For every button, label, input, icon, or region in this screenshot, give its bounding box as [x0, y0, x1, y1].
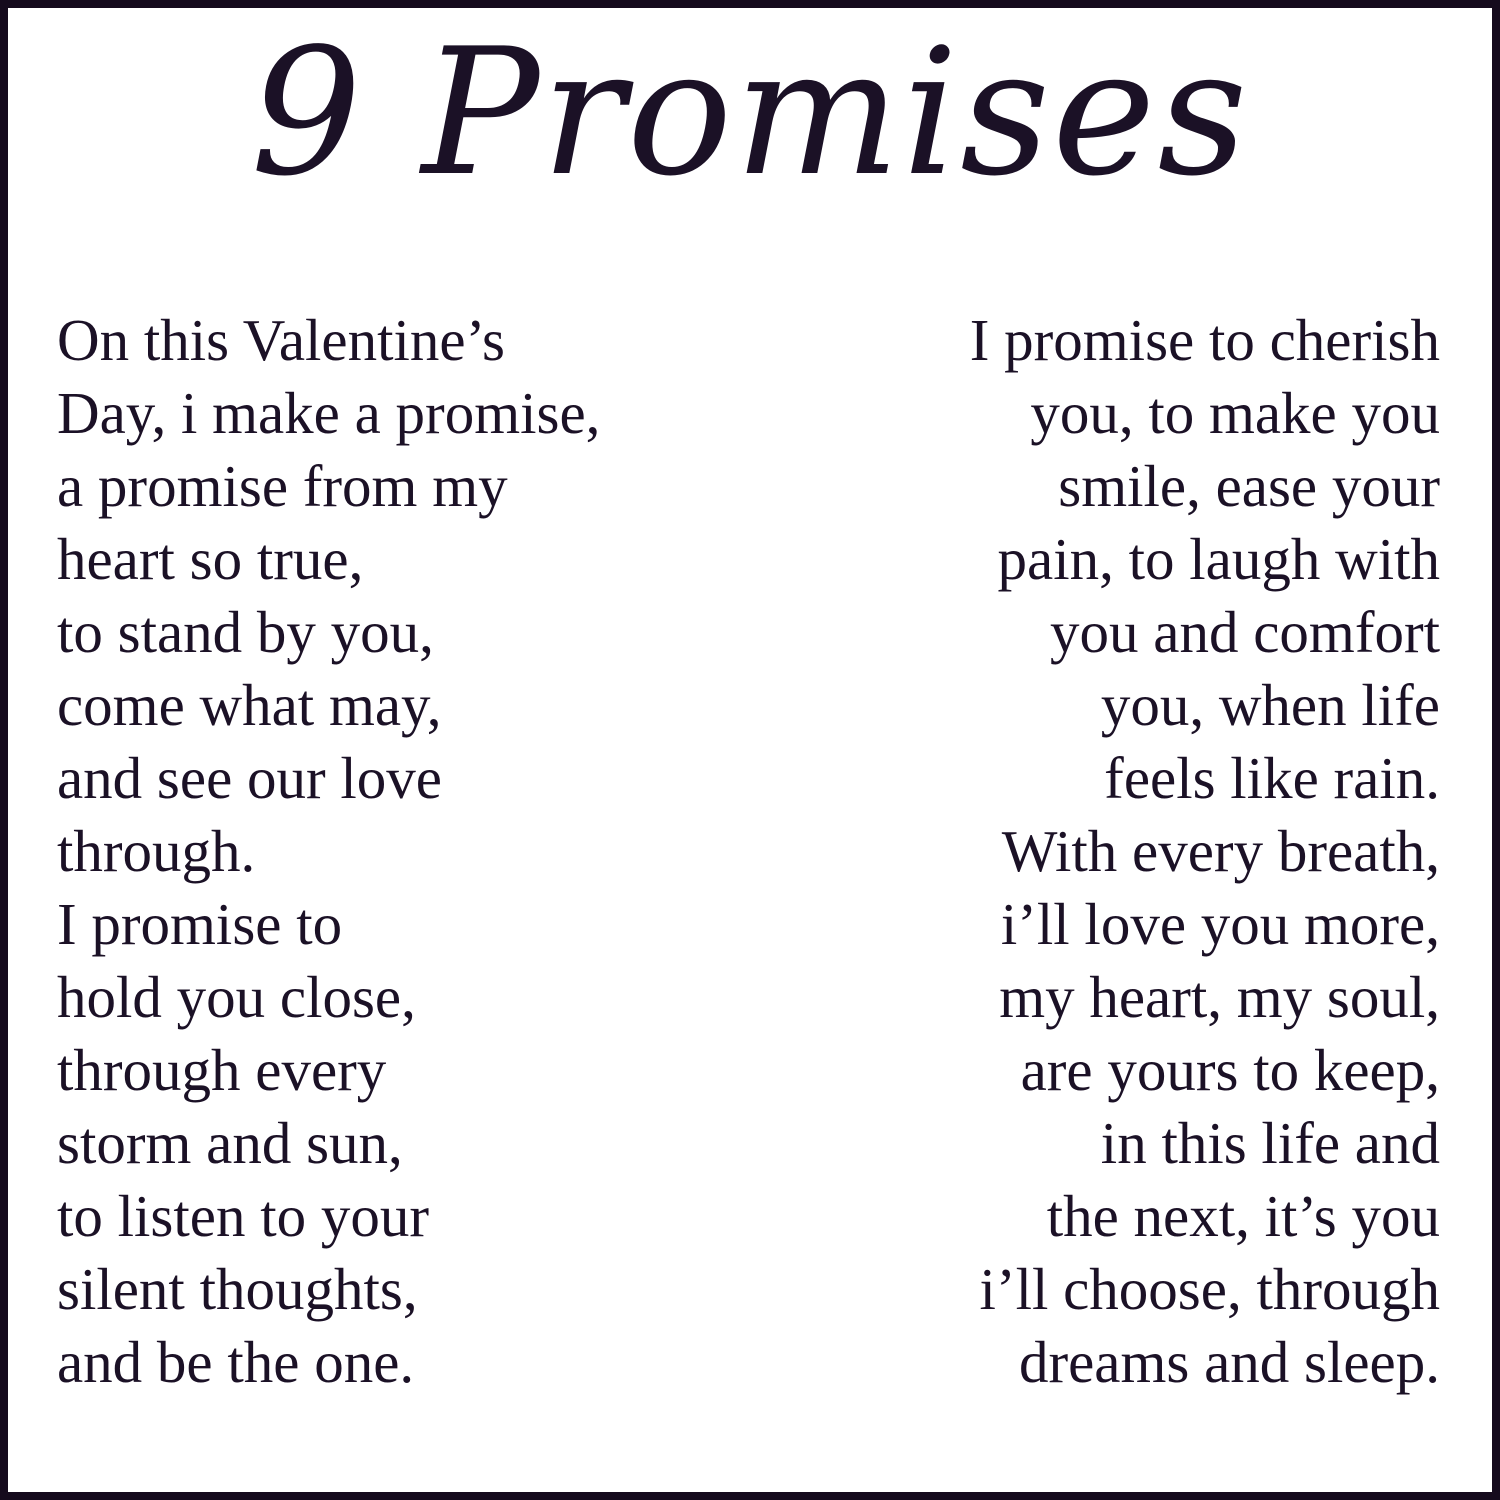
poem-line: With every breath,: [1001, 818, 1440, 884]
poem-line: On this Valentine’s: [57, 307, 505, 373]
poem-line: Day, i make a promise,: [57, 380, 601, 446]
poem-line: to stand by you,: [57, 599, 434, 665]
poem-line: hold you close,: [57, 964, 416, 1030]
poem-line: and be the one.: [57, 1329, 415, 1395]
poem-line: you, when life: [1100, 672, 1440, 738]
poem-column-right: [970, 304, 1440, 1399]
poem-column-left: [57, 304, 600, 1399]
poem-line: my heart, my soul,: [999, 964, 1440, 1030]
poem-line: i’ll choose, through: [979, 1256, 1440, 1322]
poem-line: silent thoughts,: [57, 1256, 418, 1322]
poem-line: you and comfort: [1050, 599, 1440, 665]
poem-line: heart so true,: [57, 526, 364, 592]
poem-line: dreams and sleep.: [1018, 1329, 1440, 1395]
poem-line: through every: [57, 1037, 387, 1103]
poem-line: I promise to: [57, 891, 343, 957]
poem-line: come what may,: [57, 672, 442, 738]
poem-line: i’ll love you more,: [1000, 891, 1440, 957]
poem-line: storm and sun,: [57, 1110, 403, 1176]
poem-title: 9 Promises: [250, 12, 1250, 215]
poem-line: you, to make you: [1030, 380, 1440, 446]
poem-line: feels like rain.: [1104, 745, 1440, 811]
poem-line: to listen to your: [57, 1183, 430, 1249]
poem-line: I promise to cherish: [969, 307, 1440, 373]
poem-line: the next, it’s you: [1046, 1183, 1440, 1249]
poem-line: a promise from my: [57, 453, 508, 519]
poem-line: pain, to laugh with: [997, 526, 1440, 592]
poem-line: in this life and: [1100, 1110, 1440, 1176]
poem-line: are yours to keep,: [1020, 1037, 1440, 1103]
poem-line: through.: [57, 818, 256, 884]
poem-line: smile, ease your: [1058, 453, 1440, 519]
poem-line: and see our love: [57, 745, 442, 811]
